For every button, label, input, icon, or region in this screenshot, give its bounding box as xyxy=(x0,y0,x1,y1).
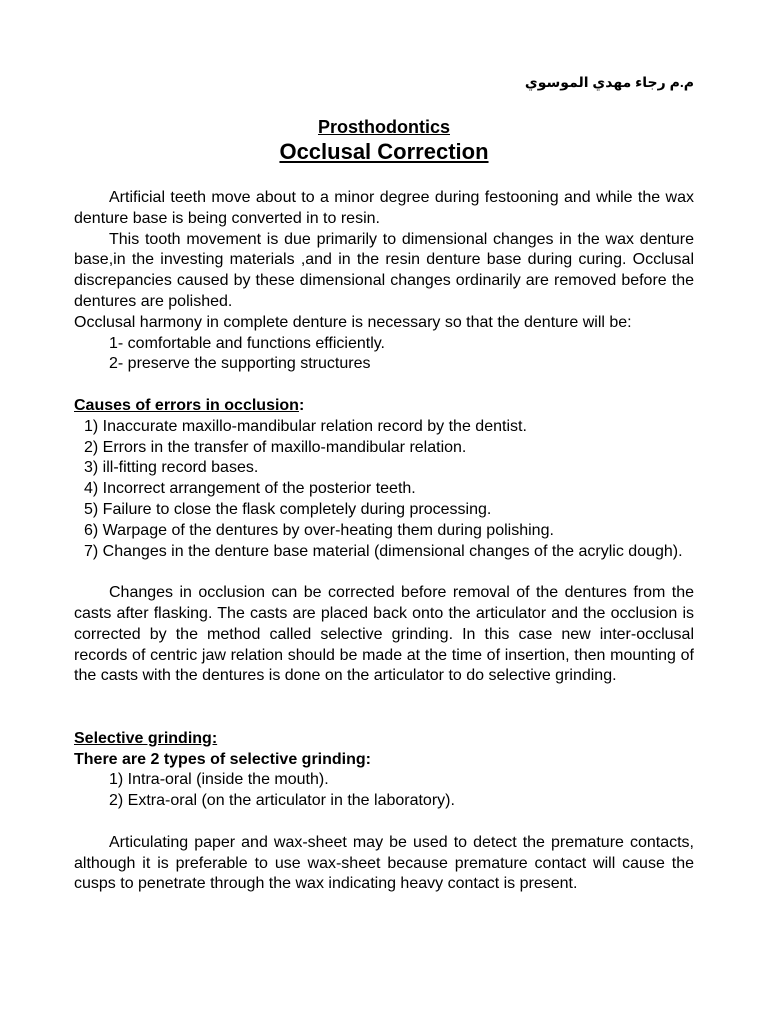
intro-paragraph-1: Artificial teeth move about to a minor degree during festooning and while the wax denture base is being converted in to resin. xyxy=(74,189,694,227)
intro-paragraph-2: This tooth movement is due primarily to dimensional changes in the wax denture base,in the investing materials ,and in the resin denture base during curing. Occlusal discrepancies caused by these dimensional changes ordinarily are removed before the dentures are polished. xyxy=(74,230,694,310)
grinding-type-item: 1) Intra-oral (inside the mouth). xyxy=(109,771,329,789)
grinding-type-item: 2) Extra-oral (on the articulator in the laboratory). xyxy=(109,792,455,810)
causes-heading-line xyxy=(74,396,694,417)
subject-heading: Prosthodontics xyxy=(317,117,450,137)
author-name: م.م رجاء مهدي الموسوي xyxy=(524,74,694,90)
selective-grinding-heading: Selective grinding: xyxy=(74,729,218,747)
causes-list-item: 5) Failure to close the flask completely during processing. xyxy=(84,500,492,518)
correction-paragraph: Changes in occlusion can be corrected before removal of the dentures from the casts after flasking. The casts are placed back onto the articulator and the occlusion is corrected by the method called selective grinding. In this case new inter-occlusal records of centric jaw relation should be made at the time of insertion, then mounting of the casts with the dentures is done on the articulator to do selective grinding. xyxy=(74,584,694,685)
spacer xyxy=(74,562,694,583)
causes-list-item: 3) ill-fitting record bases. xyxy=(84,459,259,477)
intro-list-item: 1- comfortable and functions efficiently. xyxy=(109,334,385,352)
document-page xyxy=(74,72,694,895)
spacer xyxy=(74,812,694,833)
spacer xyxy=(74,708,694,729)
causes-list-item: 6) Warpage of the dentures by over-heating them during polishing. xyxy=(84,521,554,539)
causes-heading-colon: : xyxy=(298,396,305,414)
causes-list-item: 1) Inaccurate maxillo-mandibular relation record by the dentist. xyxy=(84,417,527,435)
causes-list-item: 2) Errors in the transfer of maxillo-mandibular relation. xyxy=(84,438,467,456)
causes-list-item: 4) Incorrect arrangement of the posterior teeth. xyxy=(84,480,416,498)
intro-list-item: 2- preserve the supporting structures xyxy=(109,355,371,373)
spacer xyxy=(74,687,694,708)
causes-heading: Causes of errors in occlusion xyxy=(74,396,299,414)
final-paragraph: Articulating paper and wax-sheet may be used to detect the premature contacts, although it is preferable to use wax-sheet because premature contact will cause the cusps to penetrate through the wax indicating heavy contact is present. xyxy=(74,833,694,893)
intro-paragraph-3: Occlusal harmony in complete denture is necessary so that the denture will be: xyxy=(74,313,632,331)
causes-list-item: 7) Changes in the denture base material (dimensional changes of the acrylic dough). xyxy=(84,542,683,560)
grinding-types-heading: There are 2 types of selective grinding: xyxy=(74,750,371,768)
document-title: Occlusal Correction xyxy=(279,139,489,164)
spacer xyxy=(74,375,694,396)
